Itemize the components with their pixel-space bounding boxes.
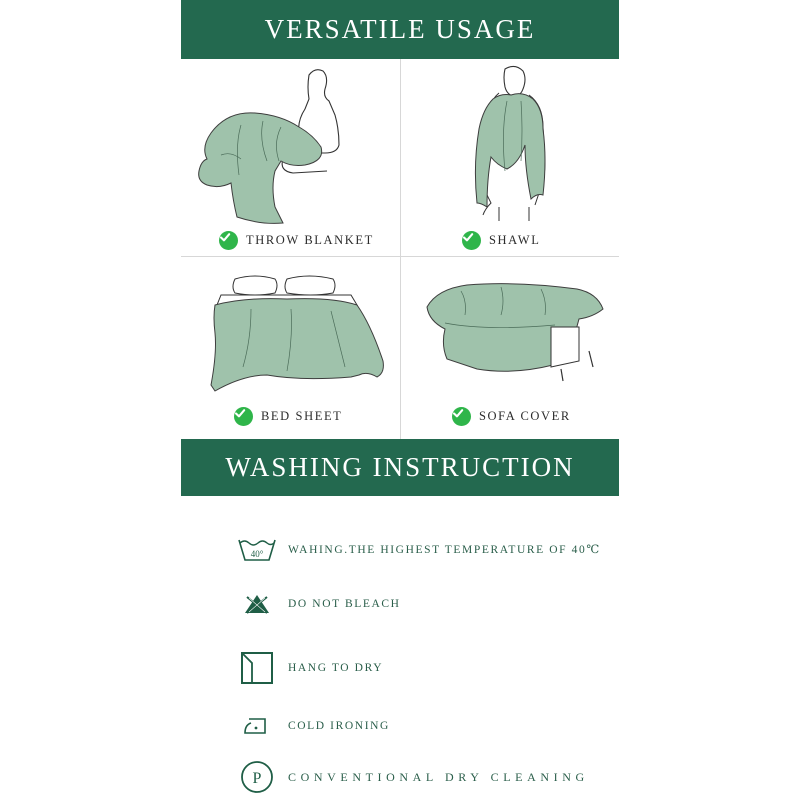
wash-label-bleach: DO NOT BLEACH [288,598,401,610]
do-not-bleach-icon [236,586,278,622]
wash-label-ironing: COLD IRONING [288,720,390,732]
hang-dry-icon [236,650,278,686]
iron-icon [236,708,278,744]
wash-instruction-row [236,586,401,622]
washing-instruction-banner [181,439,619,496]
usage-caption-sofa-cover [452,407,571,426]
check-icon [452,407,471,426]
dry-clean-icon [236,759,278,795]
wash-instruction-row [236,650,383,686]
usage-label-shawl: SHAWL [489,233,541,247]
usage-label-throw-blanket: THROW BLANKET [246,233,374,247]
wash-label-temperature: WAHING.THE HIGHEST TEMPERATURE OF 40℃ [288,544,601,556]
usage-cell-sofa-cover [401,257,619,439]
usage-caption-throw-blanket [219,231,374,250]
check-icon [219,231,238,250]
washing-instruction-title: WASHING INSTRUCTION [225,452,575,482]
wash-label-hang-dry: HANG TO DRY [288,662,384,674]
usage-label-bed-sheet: BED SHEET [261,409,343,423]
usage-cell-shawl [401,59,619,256]
throw-blanket-illustration [181,59,400,229]
sofa-cover-illustration [401,257,619,407]
bed-sheet-illustration [181,257,400,407]
versatile-usage-title: VERSATILE USAGE [264,14,536,44]
usage-caption-shawl [462,231,540,250]
svg-text:P: P [252,770,262,787]
check-icon [234,407,253,426]
usage-label-sofa-cover: SOFA COVER [479,409,571,423]
wash-basin-icon [236,531,278,567]
check-icon [462,231,481,250]
shawl-illustration [401,59,619,229]
wash-instruction-row [236,531,601,567]
svg-text:40°: 40° [250,549,264,559]
versatile-usage-banner [181,0,619,59]
wash-instruction-row [236,708,390,744]
wash-instruction-row [236,759,589,795]
wash-label-dry-cleaning: CONVENTIONAL DRY CLEANING [288,769,589,784]
usage-cell-throw-blanket [181,59,400,256]
usage-cell-bed-sheet [181,257,400,439]
usage-caption-bed-sheet [234,407,342,426]
